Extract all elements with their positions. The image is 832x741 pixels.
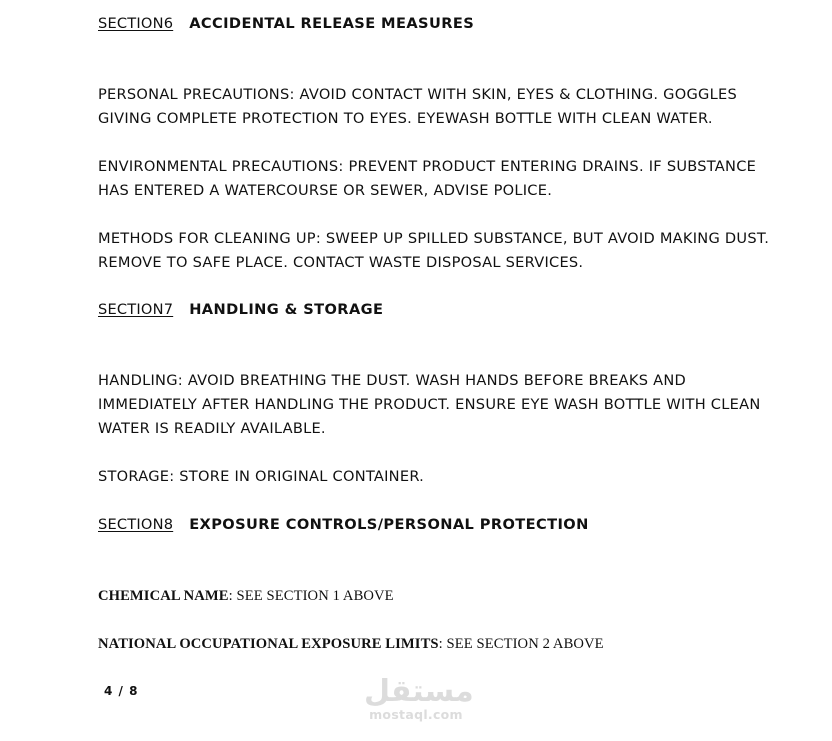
watermark xyxy=(364,674,474,722)
cleaning-methods-line-1: METHODS FOR CLEANING UP: SWEEP UP SPILLED SUBSTANCE, BUT AVOID MAKING DUST. xyxy=(98,230,770,247)
storage-line: STORAGE: STORE IN ORIGINAL CONTAINER. xyxy=(98,468,425,485)
section-title: EXPOSURE CONTROLS/PERSONAL PROTECTION xyxy=(189,516,589,533)
chemical-name-label: CHEMICAL NAME xyxy=(98,588,229,604)
handling-line-3: WATER IS READILY AVAILABLE. xyxy=(98,420,326,437)
section-number: SECTION7 xyxy=(98,301,174,318)
section-number: SECTION8 xyxy=(98,516,174,533)
handling-line-2: IMMEDIATELY AFTER HANDLING THE PRODUCT. ENSURE EYE WASH BOTTLE WITH CLEAN xyxy=(98,396,761,413)
personal-precautions-line-1: PERSONAL PRECAUTIONS: AVOID CONTACT WITH SKIN, EYES & CLOTHING. GOGGLES xyxy=(98,86,737,103)
cleaning-methods-line-2: REMOVE TO SAFE PLACE. CONTACT WASTE DISPOSAL SERVICES. xyxy=(98,254,584,271)
exposure-limits-line xyxy=(98,635,604,653)
chemical-name-value: : SEE SECTION 1 ABOVE xyxy=(228,588,394,604)
section8-heading xyxy=(98,516,589,533)
section7-heading xyxy=(98,301,383,318)
environmental-precautions-line-1: ENVIRONMENTAL PRECAUTIONS: PREVENT PRODUCT ENTERING DRAINS. IF SUBSTANCE xyxy=(98,158,757,175)
section-title: ACCIDENTAL RELEASE MEASURES xyxy=(189,15,475,32)
section-title: HANDLING & STORAGE xyxy=(189,301,384,318)
personal-precautions-line-2: GIVING COMPLETE PROTECTION TO EYES. EYEWASH BOTTLE WITH CLEAN WATER. xyxy=(98,110,713,127)
watermark-logo: مستقل xyxy=(364,674,474,709)
watermark-url: mostaql.com xyxy=(369,707,463,722)
section6-heading xyxy=(98,15,474,32)
environmental-precautions-line-2: HAS ENTERED A WATERCOURSE OR SEWER, ADVISE POLICE. xyxy=(98,182,553,199)
chemical-name-line xyxy=(98,587,394,605)
page-number: 4 / 8 xyxy=(104,684,139,698)
exposure-limits-label: NATIONAL OCCUPATIONAL EXPOSURE LIMITS xyxy=(98,636,439,652)
section-number: SECTION6 xyxy=(98,15,174,32)
handling-line-1: HANDLING: AVOID BREATHING THE DUST. WASH HANDS BEFORE BREAKS AND xyxy=(98,372,687,389)
exposure-limits-value: : SEE SECTION 2 ABOVE xyxy=(438,636,604,652)
